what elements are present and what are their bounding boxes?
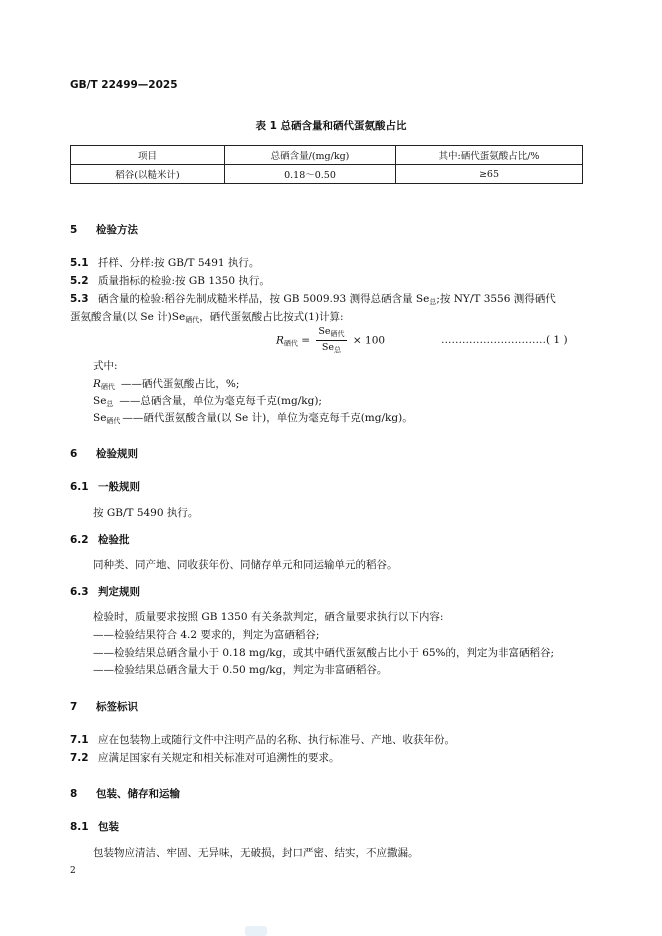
section-number: 5	[70, 224, 78, 236]
clause-text: 扦样、分样:按 GB/T 5491 执行。	[98, 257, 260, 269]
subscript: 硒代	[330, 330, 345, 338]
definition-symbol: Se	[93, 412, 107, 424]
table-1	[70, 145, 583, 184]
formula-symbol: R	[276, 334, 284, 347]
section-title: 标签标识	[96, 701, 138, 713]
clause-6-3-line: ——检验结果总硒含量小于 0.18 mg/kg，或其中硒代蛋氨酸占比小于 65%的，判定为非富硒稻谷;	[93, 647, 555, 659]
subscript: 硒代	[185, 316, 200, 324]
clause-title: 一般规则	[98, 481, 140, 493]
clause-text: ，硒代蛋氨酸占比按式(1)计算:	[199, 311, 344, 323]
clause-number: 7.1	[70, 734, 89, 746]
section-title: 包装、储存和运输	[96, 788, 180, 800]
clause-text: 质量指标的检验:按 GB 1350 执行。	[98, 275, 270, 287]
clause-number: 6.3	[70, 586, 89, 598]
numerator: Se	[318, 326, 331, 337]
clause-6-3-heading	[70, 584, 140, 599]
clause-6-3-line: ——检验结果符合 4.2 要求的，判定为富硒稻谷;	[93, 629, 320, 641]
section-number: 7	[70, 701, 78, 713]
multiplier: × 100	[352, 334, 386, 347]
section-number: 6	[70, 448, 78, 460]
definition-text: ——总硒含量，单位为毫克每千克(mg/kg);	[119, 395, 322, 407]
watermark-mark	[245, 926, 267, 936]
table-cell: 稻谷(以糙米计)	[71, 165, 225, 184]
formula-number: …………………………( 1 )	[441, 334, 568, 346]
clause-number: 8.1	[70, 821, 89, 833]
clause-text: 硒含量的检验:稻谷先制成糙米样品，按 GB 5009.93 测得总硒含量 Se	[98, 293, 430, 305]
clause-7-2	[70, 750, 340, 765]
clause-6-3-line: 检验时，质量要求按照 GB 1350 有关条款判定，硒含量要求执行以下内容:	[93, 611, 444, 623]
table-header-row	[71, 146, 583, 165]
table-header-cell: 项目	[71, 146, 225, 165]
page-number: 2	[70, 866, 76, 876]
clause-number: 7.2	[70, 752, 89, 764]
subscript: 硒代	[100, 383, 115, 391]
table-cell: 0.18～0.50	[225, 165, 396, 184]
clause-title: 包装	[98, 821, 119, 833]
clause-number: 5.2	[70, 275, 89, 287]
table-header-cell: 总硒含量/(mg/kg)	[225, 146, 396, 165]
clause-7-1	[70, 732, 455, 747]
where-label: 式中:	[93, 360, 118, 372]
section-title: 检验规则	[96, 448, 138, 460]
table-header-cell: 其中:硒代蛋氨酸占比/%	[396, 146, 583, 165]
equals-sign: =	[301, 334, 311, 347]
section-title: 检验方法	[96, 224, 138, 236]
subscript: 总	[334, 346, 342, 354]
subscript: 硒代	[283, 339, 298, 348]
section-5-heading	[70, 222, 138, 237]
denominator: Se	[321, 342, 335, 353]
subscript: 总	[429, 298, 437, 306]
section-8-heading	[70, 786, 180, 801]
definition-symbol: R	[93, 378, 101, 390]
clause-number: 6.2	[70, 534, 89, 546]
clause-number: 6.1	[70, 481, 89, 493]
section-number: 8	[70, 788, 78, 800]
clause-6-2-heading	[70, 532, 130, 547]
clause-title: 检验批	[98, 534, 130, 546]
definition-row	[93, 376, 239, 392]
clause-6-1-heading	[70, 479, 140, 494]
section-6-heading	[70, 446, 138, 461]
table-row	[71, 165, 583, 184]
clause-number: 5.1	[70, 257, 89, 269]
definition-symbol: Se	[93, 395, 107, 407]
table-cell: ≥65	[396, 165, 583, 184]
clause-5-2	[70, 273, 270, 288]
clause-6-3-line: ——检验结果总硒含量大于 0.50 mg/kg，判定为非富硒稻谷。	[93, 664, 388, 676]
formula-fraction	[316, 326, 346, 355]
definition-row	[93, 393, 322, 409]
clause-text: 蛋氨酸含量(以 Se 计)Se	[70, 311, 186, 323]
clause-text: ;按 NY/T 3556 测得硒代	[436, 293, 556, 305]
clause-5-3	[70, 291, 556, 307]
clause-6-2-text: 同种类、同产地、同收获年份、同储存单元和同运输单元的稻谷。	[93, 559, 398, 571]
clause-5-3-cont	[70, 309, 344, 325]
definition-row	[93, 410, 413, 426]
subscript: 硒代	[106, 417, 121, 425]
table-caption: 表 1 总硒含量和硒代蛋氨酸占比	[255, 120, 407, 132]
definition-text: ——硒代蛋氨酸占比，%;	[120, 378, 240, 390]
formula-1	[276, 326, 385, 355]
clause-5-1	[70, 255, 259, 270]
clause-title: 判定规则	[98, 586, 140, 598]
clause-8-1-heading	[70, 819, 119, 834]
section-7-heading	[70, 699, 138, 714]
subscript: 总	[106, 400, 114, 408]
clause-text: 应在包装物上或随行文件中注明产品的名称、执行标准号、产地、收获年份。	[98, 734, 455, 746]
clause-text: 应满足国家有关规定和相关标准对可追溯性的要求。	[98, 752, 340, 764]
definition-text: ——硒代蛋氨酸含量(以 Se 计)，单位为毫克每千克(mg/kg)。	[122, 412, 413, 424]
standard-number: GB/T 22499—2025	[70, 79, 178, 91]
clause-number: 5.3	[70, 293, 89, 305]
clause-8-1-text: 包装物应清洁、牢固、无异味，无破损，封口严密、结实，不应撒漏。	[93, 847, 419, 859]
clause-6-1-text: 按 GB/T 5490 执行。	[93, 507, 199, 519]
